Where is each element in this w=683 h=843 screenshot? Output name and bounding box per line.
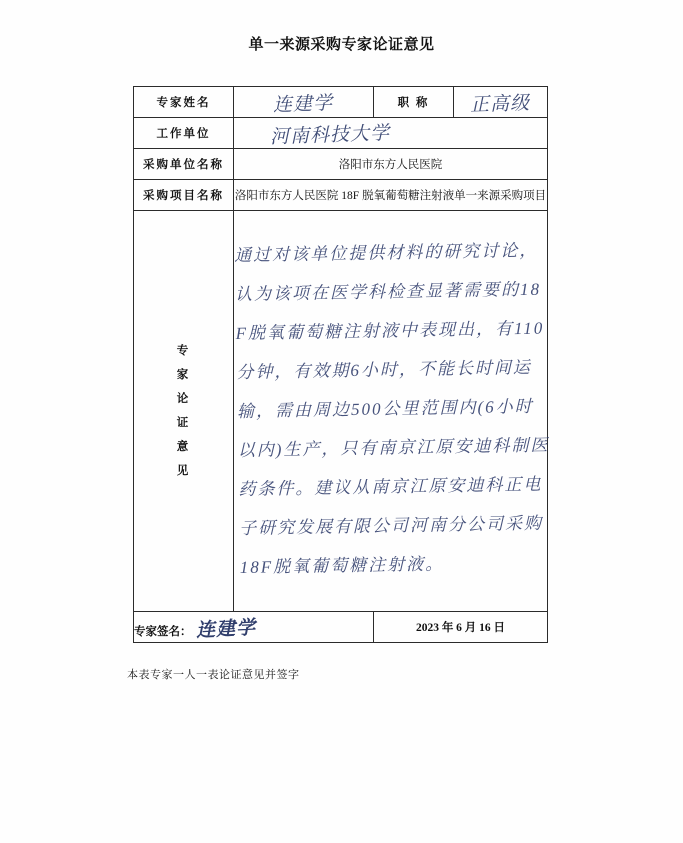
opinion-label — [134, 211, 234, 612]
purchaser-name-label: 采购单位名称 — [134, 149, 234, 180]
work-unit-handwriting: 河南科技大学 — [270, 122, 391, 148]
opinion-label-char: 论 — [176, 393, 191, 405]
page-title: 单一来源采购专家论证意见 — [248, 37, 435, 53]
project-name-value: 洛阳市东方人民医院 18F 脱氧葡萄糖注射液单一来源采购项目 — [234, 180, 548, 211]
work-unit-label: 工作单位 — [134, 118, 234, 149]
footnote: 本表专家一人一表论证意见并签字 — [127, 669, 300, 681]
table-row — [134, 180, 548, 211]
signature-date: 2023 年 6 月 16 日 — [374, 612, 548, 643]
opinion-label-char: 家 — [176, 369, 191, 381]
opinion-handwriting: 通过对该单位提供材料的研究讨论，认为该项在医学科检查显著需要的18F脱氧葡萄糖注射液中表现出，有110分钟，有效期6小时，不能长时间运输，需由周边500公里范围内(6小时以内)生产，只有南京江原安迪科制医药条件。建议从南京江原安迪科正电子研究发展有限公司河南分公司采购18F脱氧葡萄糖注射液。 — [234, 240, 550, 577]
expert-name-value — [234, 87, 374, 118]
opinion-label-char: 见 — [176, 465, 191, 477]
signature-label: 专家签名： — [134, 625, 192, 638]
signature-cell — [134, 612, 374, 643]
opinion-body — [234, 211, 548, 612]
expert-title-handwriting: 正高级 — [470, 92, 531, 116]
opinion-label-char: 意 — [176, 441, 191, 453]
expert-title-label: 职 称 — [374, 87, 454, 118]
expert-opinion-form — [133, 86, 548, 643]
project-name-label: 采购项目名称 — [134, 180, 234, 211]
purchaser-name-value: 洛阳市东方人民医院 — [234, 149, 548, 180]
table-row — [134, 87, 548, 118]
expert-name-handwriting: 连建学 — [273, 92, 334, 116]
work-unit-value — [234, 118, 548, 149]
opinion-row — [134, 211, 548, 612]
signature-handwriting: 连建学 — [195, 616, 257, 642]
table-row — [134, 118, 548, 149]
expert-title-value — [454, 87, 548, 118]
table-row — [134, 149, 548, 180]
signature-row — [134, 612, 548, 643]
opinion-label-char: 专 — [176, 345, 191, 357]
expert-name-label: 专家姓名 — [134, 87, 234, 118]
opinion-label-char: 证 — [176, 417, 191, 429]
